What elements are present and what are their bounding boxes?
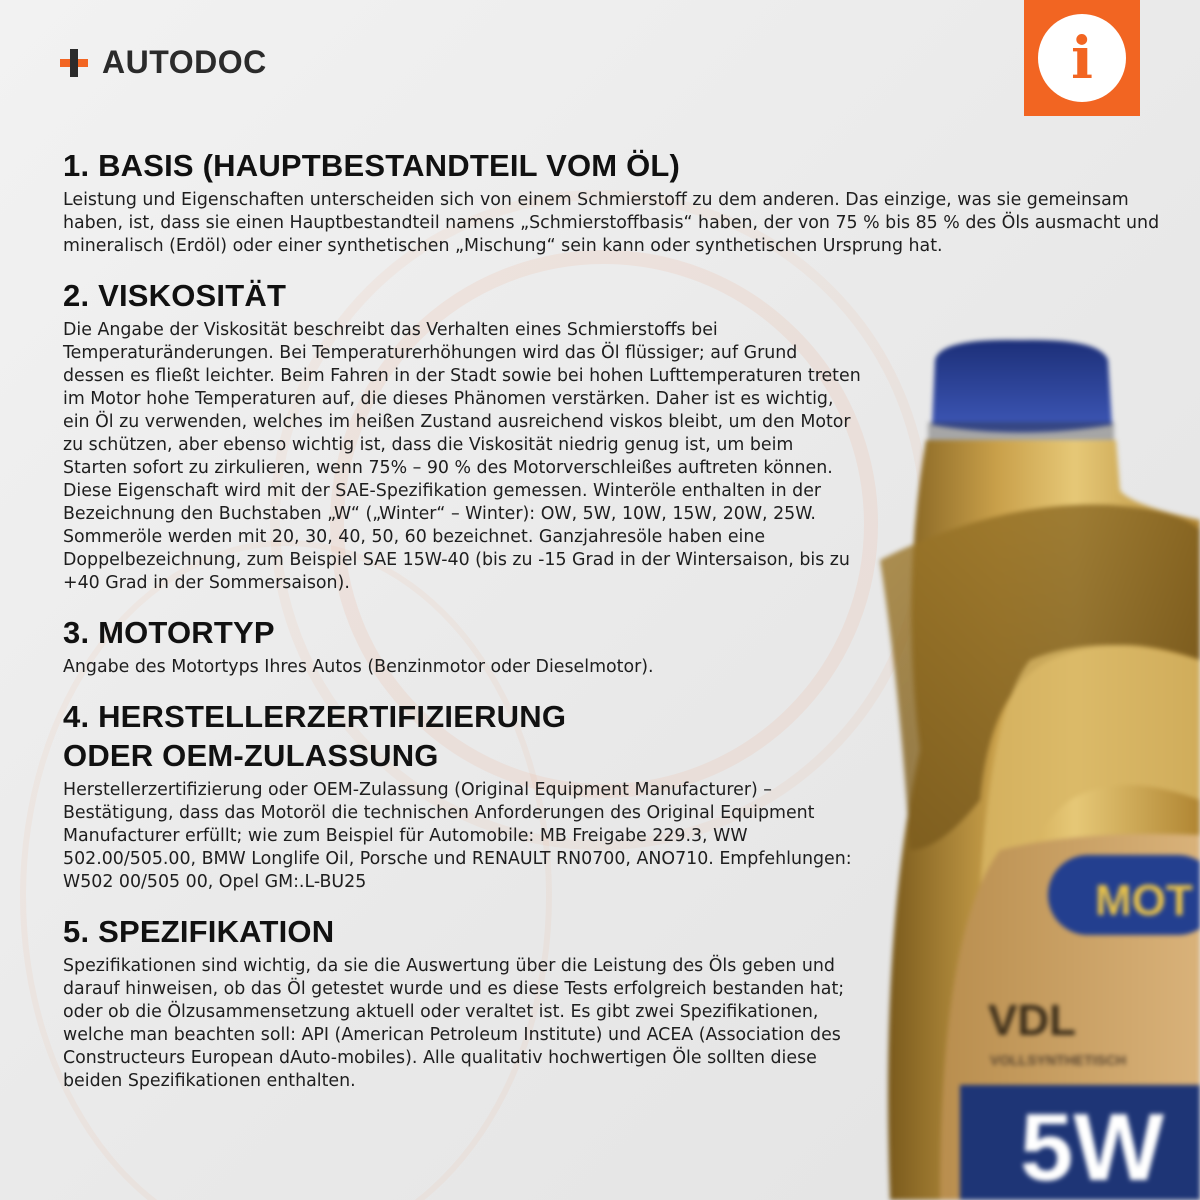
svg-text:VOLLSYNTHETISCH: VOLLSYNTHETISCH bbox=[990, 1052, 1127, 1068]
section-text: Leistung und Eigenschaften unterscheiden sich von einem Schmierstoff zu dem anderen. Das einzige, was sie gemeinsam haben, ist, dass sie einen Hauptbestandteil namens „Schmierstoffbasis“ haben, der von 75 % bis 85 % des Öls ausmacht und mineralisch (Erdöl) oder einer synthetischen „Mischung“ sein kann oder synthetischen Ursprung hat. bbox=[63, 190, 1160, 256]
section-heading: 4. HERSTELLERZERTIFIZIERUNG ODER OEM-ZULASSUNG bbox=[63, 699, 567, 773]
section-motortyp bbox=[63, 613, 1173, 679]
section-heading: 5. SPEZIFIKATION bbox=[63, 914, 335, 949]
section-viskositaet bbox=[63, 276, 1173, 595]
section-basis bbox=[63, 146, 1173, 258]
section-text: Angabe des Motortyps Ihres Autos (Benzinmotor oder Dieselmotor). bbox=[63, 657, 654, 677]
content-column bbox=[63, 146, 1173, 1093]
svg-text:VDL: VDL bbox=[988, 996, 1076, 1045]
logo-text: AUTODOC bbox=[102, 44, 267, 80]
info-icon: i bbox=[1038, 14, 1126, 102]
section-heading: 2. VISKOSITÄT bbox=[63, 278, 287, 313]
svg-text:MOT: MOT bbox=[1095, 876, 1193, 925]
section-herstellerzertifizierung bbox=[63, 697, 1173, 894]
section-text: Herstellerzertifizierung oder OEM-Zulassung (Original Equipment Manufacturer) – Bestätigung, dass das Motoröl die technischen Anforderungen des Original Equipment Manufacturer erfüllt; wie zum Beispiel für Automobile: MB Freigabe 229.3, WW 502.00/505.00, BMW Longlife Oil, Porsche und RENAULT RN0700, ANO710. Empfehlungen: W502 00/505 00, Opel GM:.L-BU25 bbox=[63, 780, 852, 892]
section-heading: 3. MOTORTYP bbox=[63, 615, 275, 650]
plus-logo-icon bbox=[60, 49, 88, 77]
autodoc-logo bbox=[60, 44, 267, 81]
info-badge bbox=[1024, 0, 1140, 116]
section-text: Die Angabe der Viskosität beschreibt das Verhalten eines Schmierstoffs bei Temperaturänderungen. Bei Temperaturerhöhungen wird das Öl flüssiger; auf Grund dessen es fließt leichter. Beim Fahren in der Stadt sowie bei hohen Lufttemperaturen treten im Motor hohe Temperaturen auf, die dieses Phänomen verstärken. Daher ist es wichtig, ein Öl zu verwenden, welches im heißen Zustand ausreichend viskos bleibt, um den Motor zu schützen, aber ebenso wichtig ist, dass die Viskosität niedrig genug ist, um beim Starten sofort zu zirkulieren, wenn 75% – 90 % des Motorverschleißes auftreten können. Diese Eigenschaft wird mit der SAE-Spezifikation gemessen. Winteröle enthalten in der Bezeichnung den Buchstaben „W“ („Winter“ – Winter): OW, 5W, 10W, 15W, 20W, 25W. Sommeröle werden mit 20, 30, 40, 50, 60 bezeichnet. Ganzjahresöle haben eine Doppelbezeichnung, zum Beispiel SAE 15W-40 (bis zu -15 Grad in der Wintersaison, bis zu +40 Grad in der Sommersaison). bbox=[63, 320, 861, 593]
section-spezifikation bbox=[63, 912, 1173, 1093]
svg-text:5W: 5W bbox=[1020, 1094, 1164, 1200]
section-text: Spezifikationen sind wichtig, da sie die Auswertung über die Leistung des Öls geben und darauf hinweisen, ob das Öl getestet wurde und es diese Tests erfolgreich bestanden hat; oder ob die Ölzusammensetzung aktuell oder veraltet ist. Es gibt zwei Spezifikationen, welche man beachten soll: API (American Petroleum Institute) und ACEA (Association des Constructeurs European dAuto-mobiles). Alle qualitativ hochwertigen Öle sollten diese beiden Spezifikationen enthalten. bbox=[63, 956, 845, 1091]
section-heading: 1. BASIS (HAUPTBESTANDTEIL VOM ÖL) bbox=[63, 148, 681, 183]
